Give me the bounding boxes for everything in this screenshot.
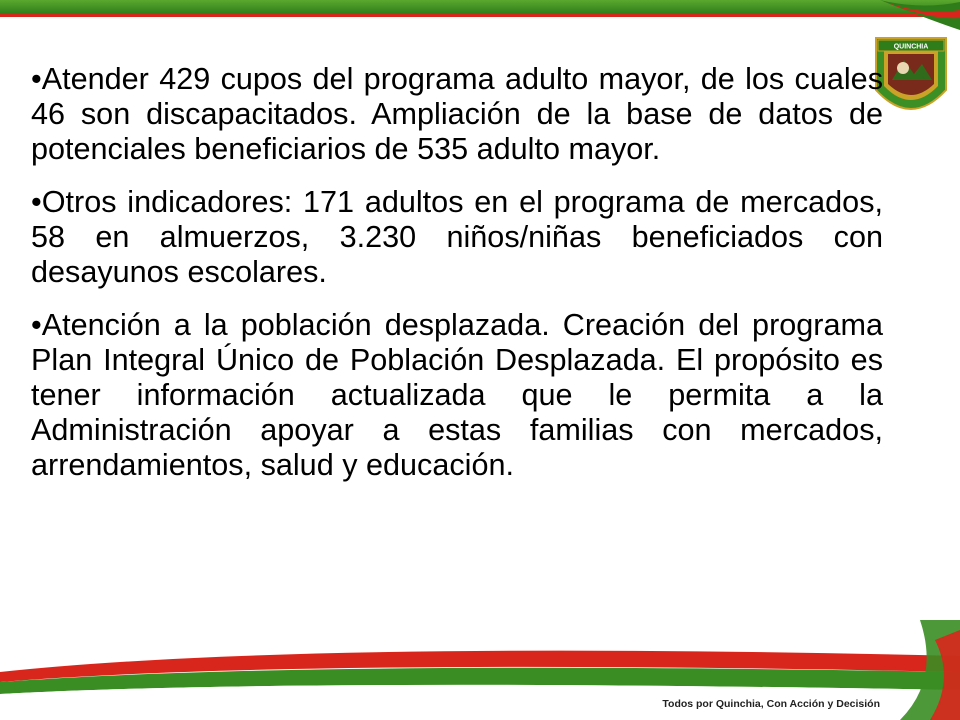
bullet-text: Atención a la población desplazada. Creación del programa Plan Integral Único de Población Desplazada. El propósito es tener información actualizada que le permita a la Administración apoyar a estas familias con mercados, arrendamientos, salud y educación. [31,308,883,482]
logo-text: QUINCHIA [893,43,929,51]
footer-slogan: Todos por Quinchia, Con Acción y Decisión [662,698,880,710]
bullet-marker: • [31,185,42,219]
top-green-stripe [0,0,960,14]
bullet-marker: • [31,308,42,342]
bullet-item [31,308,883,483]
bullet-text: Atender 429 cupos del programa adulto mayor, de los cuales 46 son discapacitados. Ampliación de la base de datos de potenciales beneficiarios de 535 adulto mayor. [31,62,883,166]
bullet-list [31,62,883,501]
bullet-marker: • [31,62,42,96]
bullet-text: Otros indicadores: 171 adultos en el programa de mercados, 58 en almuerzos, 3.230 niños/niñas beneficiados con desayunos escolares. [31,185,883,289]
bullet-item [31,185,883,290]
top-red-stripe [0,14,960,17]
bullet-item [31,62,883,167]
